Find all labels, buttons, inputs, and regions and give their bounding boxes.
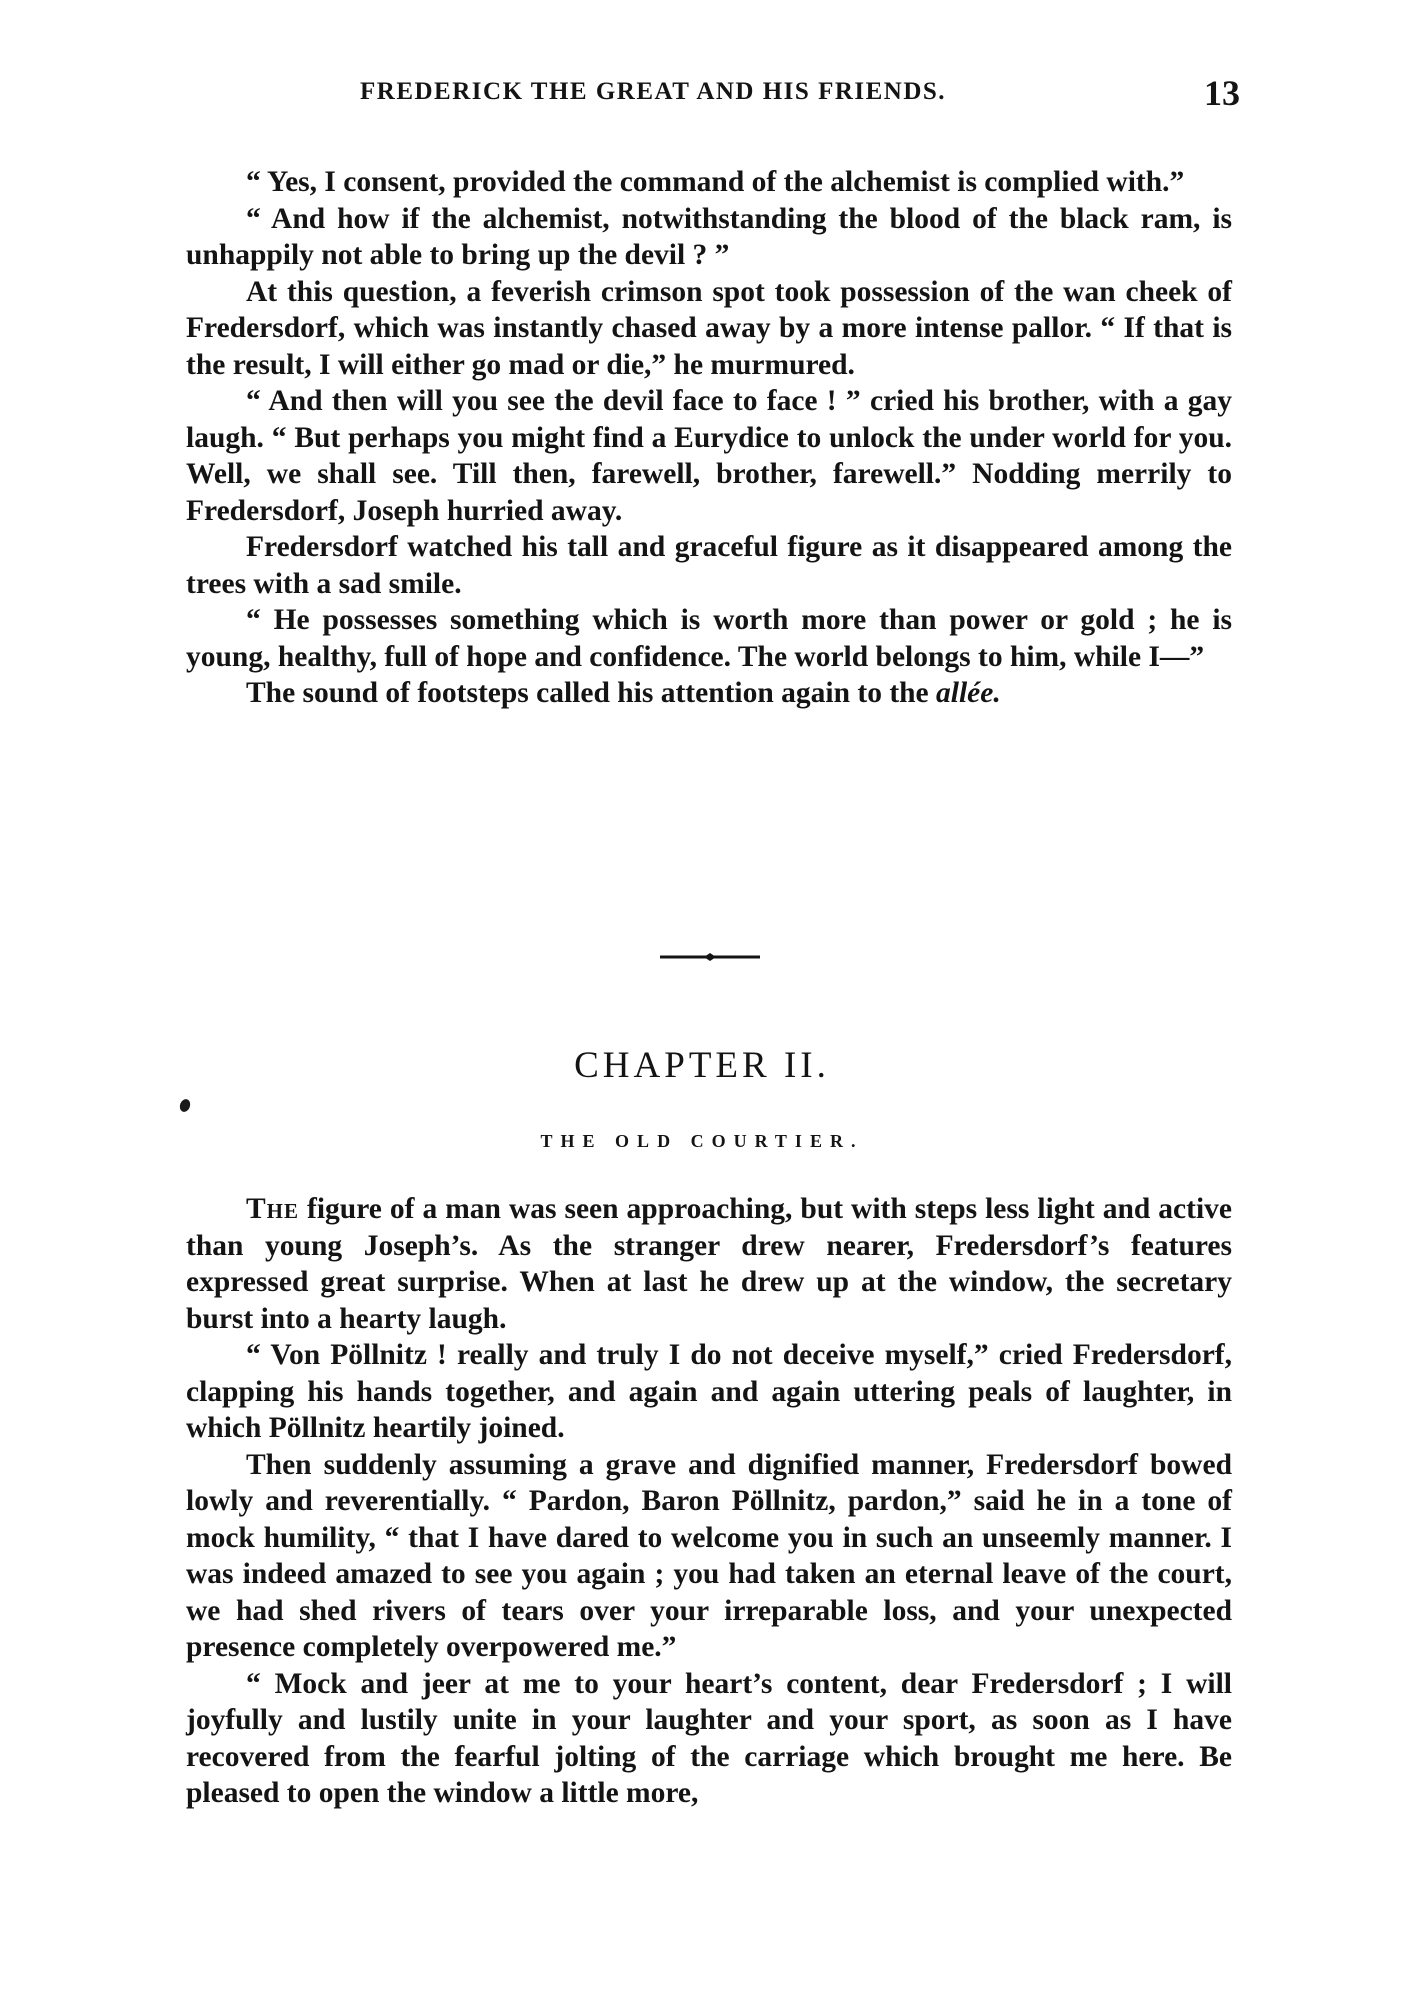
page-number: 13 bbox=[1204, 73, 1240, 113]
paragraph: “ Mock and jeer at me to your heart’s content, dear Fredersdorf ; I will joyfully and lustily unite in your laughter and your sport, as soon as I have recovered from the fearful jolting of the carriage which brought me here. Be pleased to open the window a little more, bbox=[186, 1667, 1232, 1809]
italic-word: allée. bbox=[936, 677, 1001, 709]
first-word: The bbox=[246, 1193, 300, 1225]
paragraph: “ He possesses something which is worth more than power or gold ; he is young, healthy, full of hope and confidence. The world belongs to him, while I—” bbox=[186, 604, 1232, 673]
ink-blot bbox=[178, 1098, 192, 1114]
chapter-title: CHAPTER II. bbox=[574, 1045, 830, 1086]
section-2-text bbox=[186, 1191, 1232, 1812]
chapter-subtitle: THE OLD COURTIER. bbox=[540, 1131, 864, 1151]
paragraph-last bbox=[186, 675, 1232, 712]
paragraph: At this question, a feverish crimson spot took possession of the wan cheek of Fredersdorf, which was instantly chased away by a more intense pallor. “ If that is the result, I will either go mad or die,” he murmured. bbox=[186, 275, 1232, 381]
running-title: FREDERICK THE GREAT AND HIS FRIENDS. bbox=[360, 78, 947, 105]
paragraph-text: figure of a man was seen approaching, but with steps less light and active than young Joseph’s. As the stranger drew nearer, Fredersdorf’s features expressed great surprise. When at last he drew up at the window, the secretary burst into a hearty laugh. bbox=[186, 1193, 1232, 1335]
paragraph: Then suddenly assuming a grave and dignified manner, Fredersdorf bowed lowly and reverentially. “ Pardon, Baron Pöllnitz, pardon,” said he in a tone of mock humility, “ that I have dared to welcome you in such an unseemly manner. I was indeed amazed to see you again ; you had taken an eternal leave of the court, we had shed rivers of tears over your irreparable loss, and your unexpected presence completely overpowered me.” bbox=[186, 1448, 1232, 1663]
paragraph: Fredersdorf watched his tall and graceful figure as it disappeared among the trees with a sad smile. bbox=[186, 531, 1232, 600]
section-1-text bbox=[186, 164, 1232, 712]
paragraph-text: The sound of footsteps called his attention again to the bbox=[246, 677, 937, 709]
paragraph: “ Yes, I consent, provided the command of the alchemist is complied with.” bbox=[246, 166, 1185, 198]
section-separator-ornament bbox=[660, 952, 760, 962]
paragraph: “ And how if the alchemist, notwithstanding the blood of the black ram, is unhappily not able to bring up the devil ? ” bbox=[186, 202, 1232, 271]
paragraph-first bbox=[186, 1191, 1232, 1337]
paragraph: “ And then will you see the devil face to face ! ” cried his brother, with a gay laugh. “ But perhaps you might find a Eurydice to unlock the under world for you. Well, we shall see. Till then, farewell, brother, farewell.” Nodding merrily to Fredersdorf, Joseph hurried away. bbox=[186, 385, 1232, 527]
paragraph: “ Von Pöllnitz ! really and truly I do not deceive myself,” cried Fredersdorf, clapping his hands together, and again and again uttering peals of laughter, in which Pöllnitz heartily joined. bbox=[186, 1339, 1232, 1444]
running-head bbox=[360, 73, 1240, 118]
